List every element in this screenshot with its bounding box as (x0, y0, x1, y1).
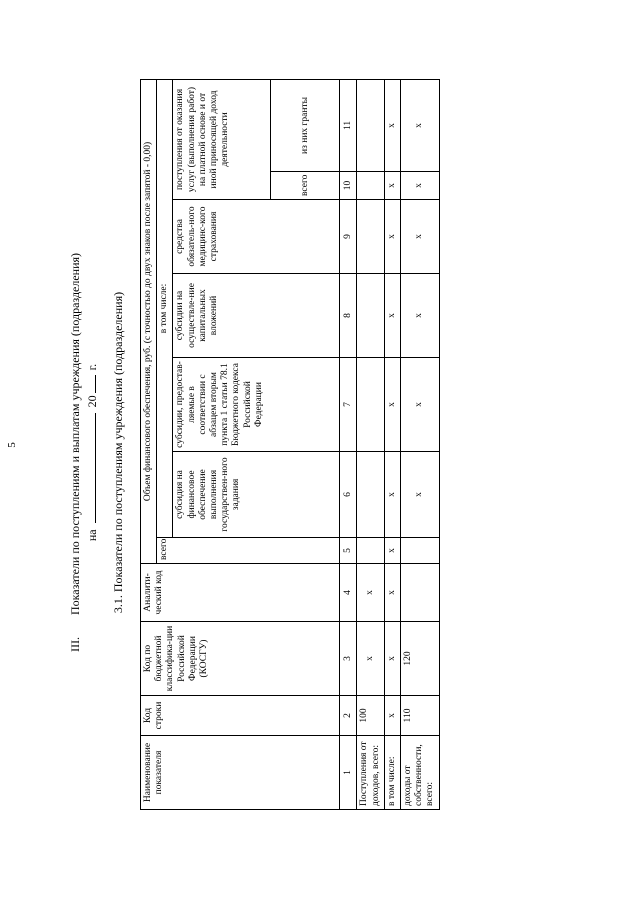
col-num: 11 (340, 79, 357, 171)
cell (401, 538, 440, 564)
cell: x (401, 452, 440, 538)
header-name: Наименование показателя (141, 736, 340, 810)
cell: x (401, 274, 440, 358)
cell: x (384, 564, 400, 622)
date-blank (85, 413, 96, 523)
cell: 110 (401, 696, 440, 736)
table-row (384, 79, 400, 809)
header-budget-code: Код по бюджетной классифика-ции Российской Федерации (КОСГУ) (141, 622, 340, 696)
col-num: 9 (340, 200, 357, 274)
cell (357, 538, 384, 564)
date-prefix: на (85, 529, 99, 542)
col-num: 5 (340, 538, 357, 564)
cell: x (357, 564, 384, 622)
cell: x (384, 200, 400, 274)
year-blank (85, 375, 96, 393)
date-year: 20 (85, 395, 99, 408)
cell (357, 452, 384, 538)
page-number: 5 (6, 442, 18, 448)
cell: x (384, 696, 400, 736)
cell: x (401, 79, 440, 171)
cell: 100 (357, 696, 384, 736)
header-subsidy-task: субсидия на финансовое обеспечение выполнения государствен-ного задания (173, 452, 340, 538)
cell: x (357, 622, 384, 696)
cell (357, 172, 384, 200)
cell: x (384, 622, 400, 696)
col-num: 6 (340, 452, 357, 538)
cell: x (401, 358, 440, 452)
col-num: 3 (340, 622, 357, 696)
row-name: Поступления от доходов, всего: (357, 736, 384, 810)
date-suffix: г. (85, 363, 99, 371)
row-name: в том числе: (384, 736, 400, 810)
cell (401, 564, 440, 622)
cell: 120 (401, 622, 440, 696)
cell: x (384, 538, 400, 564)
cell (357, 358, 384, 452)
col-num: 4 (340, 564, 357, 622)
col-num: 10 (340, 172, 357, 200)
cell: x (384, 172, 400, 200)
receipts-table (140, 79, 440, 810)
header-including: в том числе: (157, 79, 173, 537)
header-paid-total: всего (271, 172, 340, 200)
date-line (85, 0, 100, 905)
table-row (401, 79, 440, 809)
cell: x (384, 452, 400, 538)
cell: x (384, 79, 400, 171)
subsection-title: 3.1. Показатели по поступлениям учреждения (подразделения) (111, 291, 125, 614)
cell: x (384, 274, 400, 358)
header-line-code: Код строки (141, 696, 340, 736)
header-total: всего (157, 538, 340, 564)
section-number: III. (68, 637, 82, 653)
header-subsidy-capital: субсидии на осуществле-ние капитальных вложений (173, 274, 340, 358)
header-subsidy-781: субсидии, предостав-ляемые в соответствии с абзацем вторым пункта 1 статьи 78.1 Бюджетного кодекса Российской Федерации (173, 358, 340, 452)
table-row (357, 79, 384, 809)
header-paid-grants: из них гранты (271, 79, 340, 171)
section-title: Показатели по поступлениям и выплатам учреждения (подразделения) (68, 252, 82, 616)
col-num: 1 (340, 736, 357, 810)
column-numbers-row (340, 79, 357, 809)
cell (357, 79, 384, 171)
cell: x (401, 172, 440, 200)
cell: x (401, 200, 440, 274)
header-analytic-code: Аналити-ческий код (141, 564, 340, 622)
header-volume: Объем финансового обеспечения, руб. (с точностью до двух знаков после запятой - 0,00) (141, 79, 157, 563)
col-num: 7 (340, 358, 357, 452)
header-paid-services: поступления от оказания услуг (выполнения работ) на платной основе и от иной приносящей доход деятельности (173, 79, 271, 199)
cell (357, 274, 384, 358)
col-num: 8 (340, 274, 357, 358)
cell: x (384, 358, 400, 452)
row-name: доходы от собственности, всего: (401, 736, 440, 810)
cell (357, 200, 384, 274)
section-heading (68, 0, 83, 905)
col-num: 2 (340, 696, 357, 736)
header-oms: средства обязатель-ного медицинс-кого страхования (173, 200, 340, 274)
